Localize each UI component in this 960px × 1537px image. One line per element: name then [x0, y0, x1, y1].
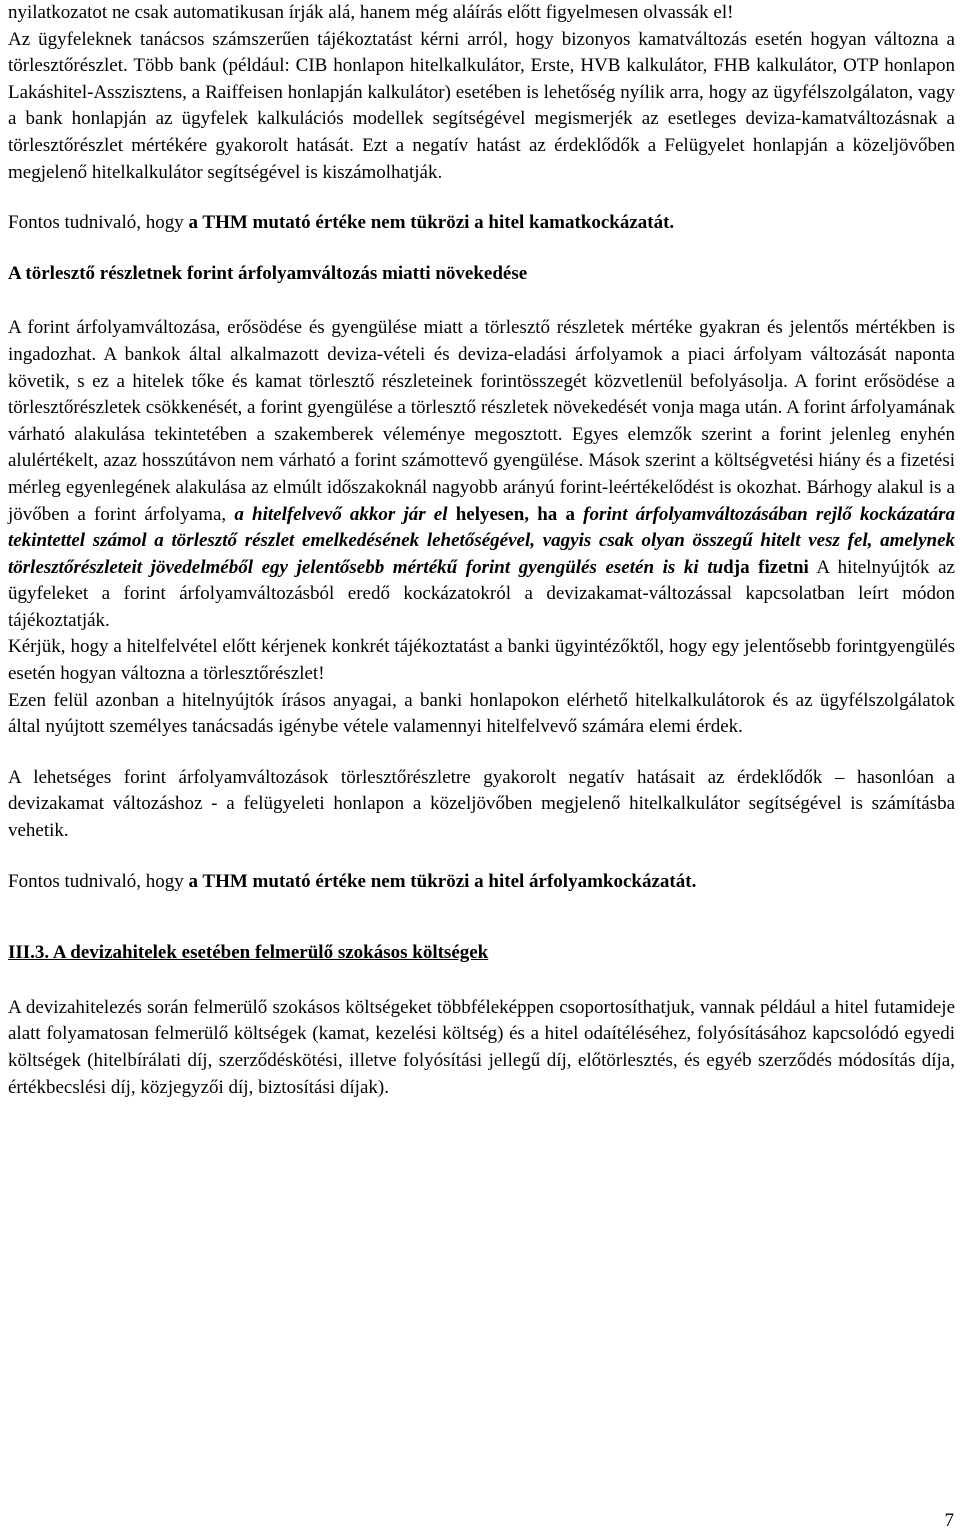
bold-italic-text: forint árfolyamváltozásában rejlő kockázatára tekintettel számol a törlesztő részlet emelkedésének lehetőségével, vagyis csak olyan összegű hitelt vesz fel, amelynek törlesztőrészleteit jövedelméből egy jelentősebb mértékű forint gyengülés esetén is ki tu — [8, 503, 955, 578]
bold-text: helyesen, ha a — [447, 503, 584, 525]
bold-italic-text: a hitelfelvevő akkor jár el — [234, 503, 448, 525]
paragraph-thm-interest-note — [8, 210, 955, 237]
paragraph-thm-exchange-note — [8, 869, 955, 896]
paragraph-interest-rate-info — [8, 27, 955, 187]
text: A lehetséges forint árfolyamváltozások törlesztőrészletre gyakorolt negatív hatásait az érdeklődők – hasonlóan a devizakamat változáshoz - a felügyeleti honlapon a közeljövőben megjelenő hitelkalkulátor segítségével is számításba vehetik. — [8, 766, 955, 842]
bold-text: a THM mutató értéke nem tükrözi a hitel kamatkockázatát. — [188, 212, 675, 234]
text: A hitelnyújtók az ügyfeleket a forint árfolyamváltozásból eredő kockázatokról a devizakamat-változással kapcsolatban leírt módon tájékoztatják. — [8, 556, 955, 631]
text: Kérjük, hogy a hitelfelvétel előtt kérjenek konkrét tájékoztatást a banki ügyintézőktől, hogy egy jelentősebb forintgyengülés esetén hogyan változna a törlesztőrészlet! — [8, 636, 955, 685]
bold-text: dja fizetni — [723, 556, 809, 578]
text: A devizahitelezés során felmerülő szokásos költségeket többféleképpen csoportosíthatjuk, vannak például a hitel futamideje alatt folyamatosan felmerülő költségek (kamat, kezelési költség) és a hitel odaítéléséhez, folyósításához kapcsolódó egyedi költségek (hitelbírálati díj, szerződéskötési, illetve folyósítási jellegű díj, előtörlesztés, és egyéb szerződés módosítás díja, értékbecslési díj, közjegyzői díj, biztosítási díjak). — [8, 996, 955, 1098]
page-number: 7 — [944, 1510, 954, 1531]
paragraph-intro-end — [8, 0, 955, 27]
text: nyilatkozatot ne csak automatikusan írják alá, hanem még aláírás előtt figyelmesen olvassák el! — [8, 2, 734, 23]
paragraph-request-info — [8, 634, 955, 687]
section-heading-exchange-rate: A törlesztő részletnek forint árfolyamváltozás miatti növekedése — [8, 262, 528, 284]
paragraph-costs — [8, 995, 955, 1101]
section-heading-costs: III.3. A devizahitelek esetében felmerülő szokásos költségek — [8, 942, 489, 964]
document-page — [8, 0, 955, 1101]
paragraph-calculator — [8, 765, 955, 845]
text: Ezen felül azonban a hitelnyújtók írásos anyagai, a banki honlapokon elérhető hitelkalkulátorok és az ügyfélszolgálatok által nyújtott személyes tanácsadás igénybe vétele valamennyi hitelfelvevő számára elemi érdek. — [8, 689, 955, 738]
text: Fontos tudnivaló, hogy — [8, 870, 189, 892]
text: A forint árfolyamváltozása, erősödése és gyengülése miatt a törlesztő részletek mértéke gyakran és jelentős mértékben is ingadozhat. A bankok által alkalmazott deviza-vételi és deviza-eladási árfolyamok a piaci árfolyam változását naponta követik, s ez a hitelek tőke és kamat törlesztő részleteinek forintösszegét közvetlenül befolyásolja. A forint erősödése a törlesztőrészletek csökkenését, a forint gyengülése a törlesztő részletek növekedését vonja maga után. A forint árfolyamának várható alakulása tekintetében a szakemberek véleménye megosztott. Egyes elemzők szerint a forint jelenleg enyhén alulértékelt, azaz hosszútávon nem várható a forint számottevő gyengülése. Mások szerint a költségvetési hiány és a fizetési mérleg egyenlegének alakulása az elmúlt időszakoknál nagyobb arányú forint-leértékelődést is okozhat. Bárhogy alakul is a jövőben a forint árfolyama, — [8, 317, 955, 525]
text: Az ügyfeleknek tanácsos számszerűen tájékoztatást kérni arról, hogy bizonyos kamatváltozás esetén hogyan változna a törlesztőrészlet. Több bank (például: CIB honlapon hitelkalkulátor, Erste, HVB kalkulátor, FHB kalkulátor, OTP honlapon Lakáshitel-Asszisztens, a Raiffeisen honlapján kalkulátor) esetében is lehetőség nyílik arra, hogy az ügyfélszolgálaton, vagy a bank honlapján az ügyfelek kalkulációs modellek segítségével megismerjék az esetleges deviza-kamatváltozásnak a törlesztőrészlet mértékére gyakorolt hatását. Ezt a negatív hatást az érdeklődők a Felügyelet honlapján a közeljövőben megjelenő hitelkalkulátor segítségével is kiszámolhatják. — [8, 28, 955, 183]
text: Fontos tudnivaló, hogy — [8, 212, 189, 234]
paragraph-advice — [8, 688, 955, 741]
bold-text: a THM mutató értéke nem tükrözi a hitel árfolyamkockázatát. — [188, 870, 697, 892]
paragraph-exchange-rate — [8, 315, 955, 634]
